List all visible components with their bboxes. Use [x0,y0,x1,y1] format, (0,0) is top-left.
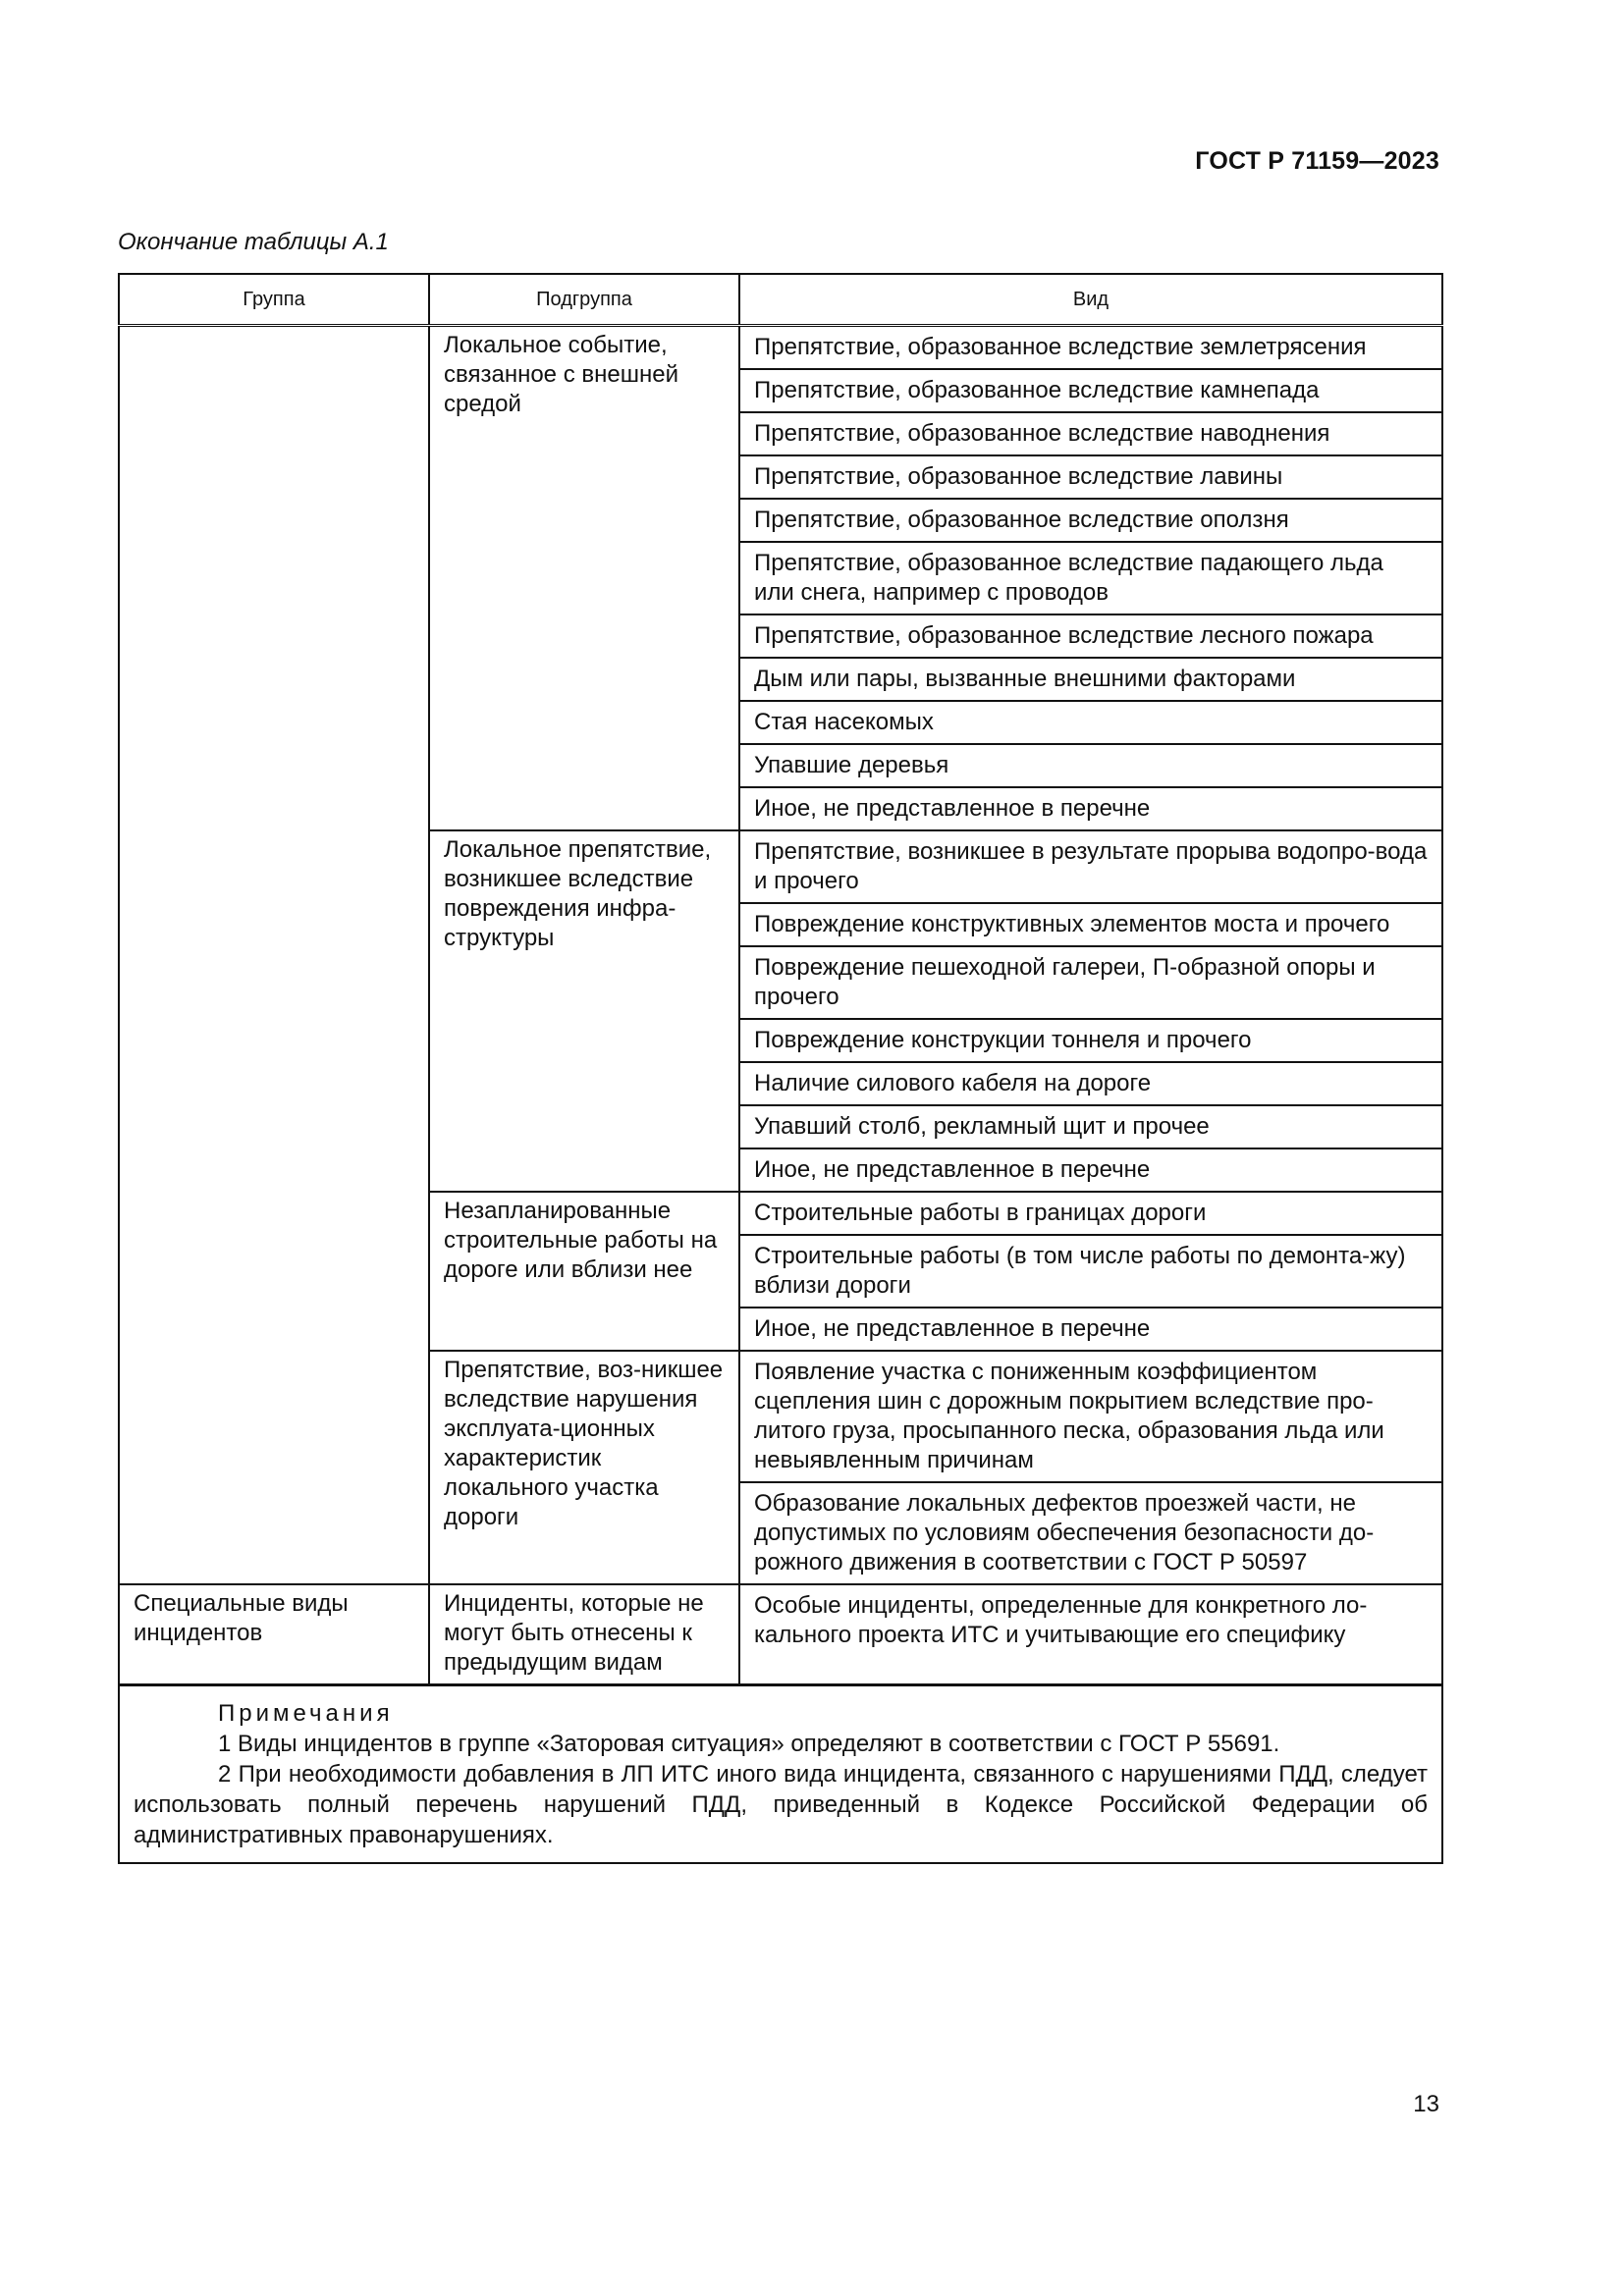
kind-cell: Образование локальных дефектов проезжей части, не допустимых по условиям обеспечения безопасности до-рожного движения в соответствии с ГОСТ Р 50597 [739,1482,1442,1584]
subgroup-cell: Препятствие, воз-никшее вследствие нарушения эксплуата-ционных характеристик локального участка дороги [429,1351,739,1584]
kind-cell: Иное, не представленное в перечне [739,787,1442,830]
kind-cell: Препятствие, образованное вследствие лесного пожара [739,614,1442,658]
column-header-group: Группа [119,274,429,326]
kind-cell: Особые инциденты, определенные для конкретного ло-кального проекта ИТС и учитывающие его специфику [739,1584,1442,1685]
kind-cell: Повреждение конструкции тоннеля и прочего [739,1019,1442,1062]
kind-cell: Строительные работы в границах дороги [739,1192,1442,1235]
page-number: 13 [1413,2091,1439,2117]
kind-cell: Появление участка с пониженным коэффициентом сцепления шин с дорожным покрытием вследствие про-литого груза, просыпанного песка, образования льда или невыявленным причинам [739,1351,1442,1482]
incident-types-table [118,273,1443,1864]
notes-row [119,1685,1442,1864]
table-row [119,326,1442,370]
subgroup-cell: Инциденты, которые не могут быть отнесены к предыдущим видам [429,1584,739,1685]
subgroup-cell: Локальное событие, связанное с внешней средой [429,326,739,831]
kind-cell: Препятствие, образованное вследствие лавины [739,455,1442,499]
table-header-row [119,274,1442,326]
kind-cell: Повреждение пешеходной галереи, П-образной опоры и прочего [739,946,1442,1019]
group-cell [119,326,429,1585]
note-1: 1 Виды инцидентов в группе «Заторовая ситуация» определяют в соответствии с ГОСТ Р 55691. [218,1731,1280,1757]
document-code: ГОСТ Р 71159—2023 [1195,147,1439,175]
kind-cell: Иное, не представленное в перечне [739,1308,1442,1351]
kind-cell: Строительные работы (в том числе работы по демонта-жу) вблизи дороги [739,1235,1442,1308]
kind-cell: Препятствие, возникшее в результате прорыва водопро-вода и прочего [739,830,1442,903]
kind-cell: Препятствие, образованное вследствие падающего льда или снега, например с проводов [739,542,1442,614]
group-cell: Специальные виды инцидентов [119,1584,429,1685]
column-header-kind: Вид [739,274,1442,326]
kind-cell: Упавший столб, рекламный щит и прочее [739,1105,1442,1148]
kind-cell: Препятствие, образованное вследствие камнепада [739,369,1442,412]
kind-cell: Повреждение конструктивных элементов моста и прочего [739,903,1442,946]
notes-cell [119,1685,1442,1864]
kind-cell: Препятствие, образованное вследствие землетрясения [739,326,1442,370]
notes-title: Примечания [218,1700,394,1727]
subgroup-cell: Локальное препятствие, возникшее вследствие повреждения инфра-структуры [429,830,739,1192]
kind-cell: Иное, не представленное в перечне [739,1148,1442,1192]
note-2: 2 При необходимости добавления в ЛП ИТС иного вида инцидента, связанного с нарушениями ПДД, следует использовать полный перечень нарушений ПДД, приведенный в Кодексе Российской Федерации об административных правонарушениях. [134,1761,1428,1848]
kind-cell: Препятствие, образованное вследствие наводнения [739,412,1442,455]
kind-cell: Упавшие деревья [739,744,1442,787]
column-header-subgroup: Подгруппа [429,274,739,326]
table-row [119,1584,1442,1685]
table-caption: Окончание таблицы А.1 [118,229,389,255]
kind-cell: Дым или пары, вызванные внешними факторами [739,658,1442,701]
table-body [119,326,1442,1864]
kind-cell: Препятствие, образованное вследствие оползня [739,499,1442,542]
kind-cell: Стая насекомых [739,701,1442,744]
subgroup-cell: Незапланированные строительные работы на дороге или вблизи нее [429,1192,739,1351]
kind-cell: Наличие силового кабеля на дороге [739,1062,1442,1105]
